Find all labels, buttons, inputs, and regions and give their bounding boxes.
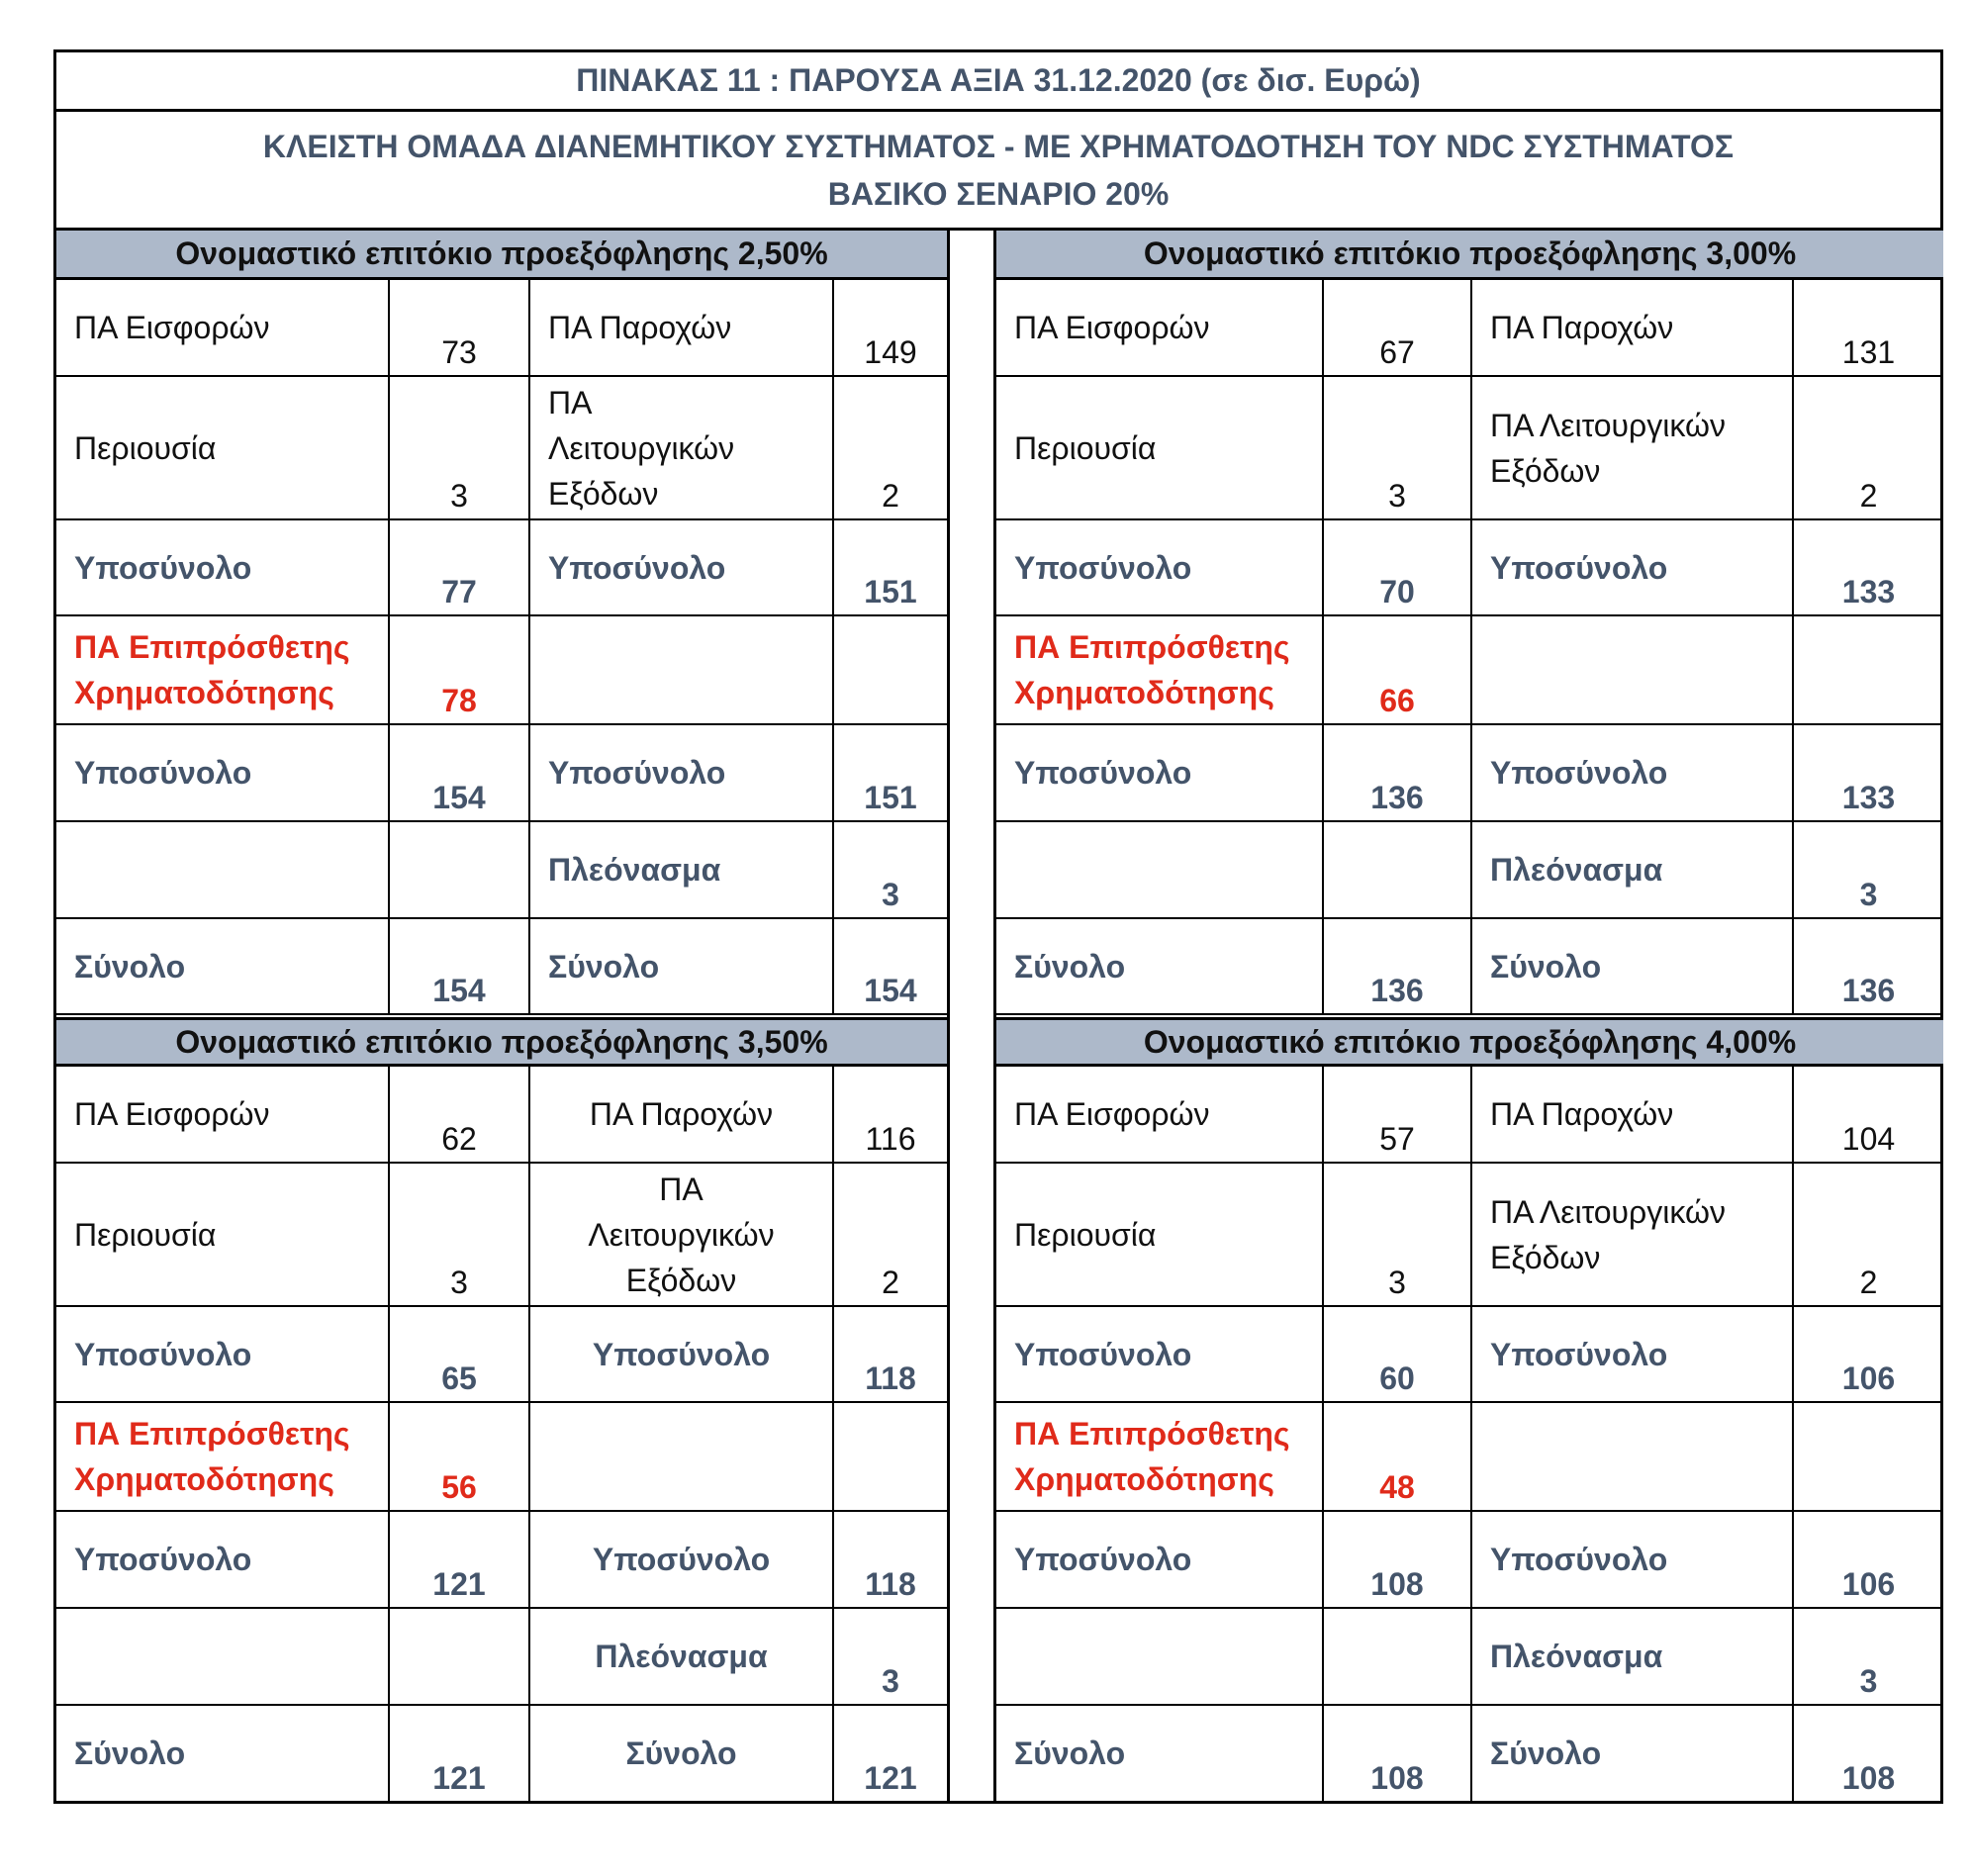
label-subtotal: Υποσύνολο — [996, 519, 1323, 615]
empty-cell — [833, 615, 947, 724]
label-benefits: ΠΑ Παροχών — [1471, 280, 1793, 376]
empty-cell — [1323, 821, 1471, 918]
value-subtotal2-left: 154 — [389, 724, 529, 821]
label-subtotal: Υποσύνολο — [1471, 1511, 1793, 1608]
value-opex: 2 — [833, 376, 947, 519]
table-row — [996, 724, 1943, 821]
value-surplus: 3 — [833, 1608, 947, 1705]
empty-cell — [1323, 1608, 1471, 1705]
label-opex-line-1: ΠΑ Λειτουργικών — [1490, 1193, 1726, 1230]
value-opex: 2 — [1793, 376, 1943, 519]
value-contributions: 67 — [1323, 280, 1471, 376]
table-row — [996, 1402, 1943, 1511]
table-row — [56, 615, 947, 724]
value-assets: 3 — [1323, 1163, 1471, 1306]
panel-rate-2-50 — [56, 231, 947, 1015]
label-subtotal: Υποσύνολο — [56, 519, 389, 615]
empty-cell — [389, 1608, 529, 1705]
table-row — [56, 280, 947, 376]
table-row — [56, 1306, 947, 1402]
label-opex-line-2: Εξόδων — [1490, 1239, 1601, 1275]
panel-table — [996, 280, 1943, 1015]
value-subtotal-left: 77 — [389, 519, 529, 615]
label-opex — [529, 376, 833, 519]
label-subtotal: Υποσύνολο — [1471, 724, 1793, 821]
empty-cell — [56, 1608, 389, 1705]
empty-cell — [1471, 615, 1793, 724]
label-extra-funding-line-1: ΠΑ Επιπρόσθετης — [1014, 1416, 1290, 1452]
value-extra-funding: 66 — [1323, 615, 1471, 724]
table-row — [56, 1511, 947, 1608]
table-row — [56, 376, 947, 519]
label-extra-funding — [996, 615, 1323, 724]
value-subtotal-left: 65 — [389, 1306, 529, 1402]
label-extra-funding-line-2: Χρηματοδότησης — [74, 675, 334, 710]
label-subtotal: Υποσύνολο — [529, 1511, 833, 1608]
empty-cell — [996, 821, 1323, 918]
label-surplus: Πλεόνασμα — [1471, 1608, 1793, 1705]
panel-rate-4-00 — [996, 1017, 1943, 1801]
label-opex — [1471, 376, 1793, 519]
value-subtotal-right: 106 — [1793, 1306, 1943, 1402]
value-subtotal2-right: 151 — [833, 724, 947, 821]
value-surplus: 3 — [1793, 1608, 1943, 1705]
value-benefits: 131 — [1793, 280, 1943, 376]
table-subtitle — [56, 112, 1940, 231]
value-contributions: 57 — [1323, 1067, 1471, 1163]
label-subtotal: Υποσύνολο — [996, 724, 1323, 821]
label-total: Σύνολο — [996, 918, 1323, 1014]
panel-table — [996, 1067, 1943, 1801]
label-opex — [529, 1163, 833, 1306]
value-extra-funding: 56 — [389, 1402, 529, 1511]
subtitle-line-1: ΚΛΕΙΣΤΗ ΟΜΑΔΑ ΔΙΑΝΕΜΗΤΙΚΟΥ ΣΥΣΤΗΜΑΤΟΣ - ΜΕ ΧΡΗΜΑΤΟΔΟΤΗΣΗ ΤΟΥ NDC ΣΥΣΤΗΜΑΤΟΣ — [262, 128, 1735, 164]
panel-table — [56, 1067, 947, 1801]
value-total-left: 108 — [1323, 1705, 1471, 1801]
label-total: Σύνολο — [56, 918, 389, 1014]
label-opex — [1471, 1163, 1793, 1306]
label-extra-funding-line-2: Χρηματοδότησης — [1014, 1461, 1274, 1497]
label-contributions: ΠΑ Εισφορών — [56, 280, 389, 376]
table-row — [56, 1163, 947, 1306]
value-subtotal-left: 70 — [1323, 519, 1471, 615]
panel-rate-3-00 — [996, 231, 1943, 1015]
empty-cell — [1471, 1402, 1793, 1511]
label-surplus: Πλεόνασμα — [1471, 821, 1793, 918]
label-subtotal: Υποσύνολο — [56, 724, 389, 821]
panel-header: Ονομαστικό επιτόκιο προεξόφλησης 4,00% — [996, 1017, 1943, 1067]
empty-cell — [1793, 615, 1943, 724]
label-subtotal: Υποσύνολο — [529, 1306, 833, 1402]
table-row — [996, 1705, 1943, 1801]
empty-cell — [833, 1402, 947, 1511]
label-extra-funding-line-2: Χρηματοδότησης — [1014, 675, 1274, 710]
value-total-right: 154 — [833, 918, 947, 1014]
value-subtotal2-right: 133 — [1793, 724, 1943, 821]
label-opex-line-3: Εξόδων — [625, 1262, 737, 1298]
table-row — [996, 918, 1943, 1014]
value-total-left: 154 — [389, 918, 529, 1014]
table-row — [996, 1067, 1943, 1163]
label-opex-line-1: ΠΑ — [548, 384, 593, 421]
panel-table — [56, 280, 947, 1015]
table-row — [56, 519, 947, 615]
label-subtotal: Υποσύνολο — [56, 1306, 389, 1402]
value-total-left: 121 — [389, 1705, 529, 1801]
table-row — [996, 1163, 1943, 1306]
value-extra-funding: 48 — [1323, 1402, 1471, 1511]
table-row — [56, 821, 947, 918]
label-subtotal: Υποσύνολο — [529, 519, 833, 615]
table-row — [56, 1067, 947, 1163]
table-frame — [53, 49, 1943, 1804]
empty-cell — [1793, 1402, 1943, 1511]
value-subtotal2-left: 108 — [1323, 1511, 1471, 1608]
table-row — [56, 724, 947, 821]
value-benefits: 116 — [833, 1067, 947, 1163]
value-subtotal2-right: 106 — [1793, 1511, 1943, 1608]
label-assets: Περιουσία — [996, 1163, 1323, 1306]
table-row — [996, 821, 1943, 918]
value-benefits: 104 — [1793, 1067, 1943, 1163]
label-extra-funding-line-2: Χρηματοδότησης — [74, 1461, 334, 1497]
label-extra-funding-line-1: ΠΑ Επιπρόσθετης — [74, 629, 350, 665]
label-subtotal: Υποσύνολο — [996, 1511, 1323, 1608]
label-benefits: ΠΑ Παροχών — [529, 280, 833, 376]
value-total-right: 108 — [1841, 1760, 1896, 1796]
label-opex-line-2: Λειτουργικών — [548, 429, 735, 466]
value-surplus: 3 — [833, 821, 947, 918]
value-subtotal-right: 133 — [1793, 519, 1943, 615]
label-opex-line-2: Λειτουργικών — [588, 1216, 775, 1253]
table-row — [56, 918, 947, 1014]
value-subtotal2-left: 136 — [1323, 724, 1471, 821]
value-subtotal2-right: 118 — [833, 1511, 947, 1608]
label-total: Σύνολο — [529, 918, 833, 1014]
panel-header: Ονομαστικό επιτόκιο προεξόφλησης 3,50% — [56, 1017, 947, 1067]
value-opex: 2 — [833, 1163, 947, 1306]
table-row — [56, 1608, 947, 1705]
label-benefits: ΠΑ Παροχών — [529, 1067, 833, 1163]
value-total-right: 121 — [864, 1760, 917, 1796]
value-subtotal-left: 60 — [1323, 1306, 1471, 1402]
value-assets: 3 — [1323, 376, 1471, 519]
table-row — [996, 280, 1943, 376]
empty-cell — [529, 615, 833, 724]
label-extra-funding-line-1: ΠΑ Επιπρόσθετης — [1014, 629, 1290, 665]
label-opex-line-2: Εξόδων — [1490, 452, 1601, 489]
value-subtotal-right: 118 — [833, 1306, 947, 1402]
table-row — [996, 1306, 1943, 1402]
value-contributions: 73 — [389, 280, 529, 376]
table-row — [56, 1705, 947, 1801]
empty-cell — [529, 1402, 833, 1511]
label-subtotal: Υποσύνολο — [1471, 1306, 1793, 1402]
value-assets: 3 — [389, 1163, 529, 1306]
value-opex: 2 — [1793, 1163, 1943, 1306]
value-assets: 3 — [389, 376, 529, 519]
value-extra-funding: 78 — [389, 615, 529, 724]
table-row — [996, 615, 1943, 724]
label-assets: Περιουσία — [56, 1163, 389, 1306]
label-contributions: ΠΑ Εισφορών — [56, 1067, 389, 1163]
label-subtotal: Υποσύνολο — [529, 724, 833, 821]
value-contributions: 62 — [389, 1067, 529, 1163]
value-total-right: 136 — [1793, 918, 1943, 1014]
label-opex-line-3: Εξόδων — [548, 475, 659, 512]
value-subtotal2-left: 121 — [389, 1511, 529, 1608]
table-row — [56, 1402, 947, 1511]
label-total: Σύνολο — [1471, 918, 1793, 1014]
label-subtotal: Υποσύνολο — [1471, 519, 1793, 615]
label-assets: Περιουσία — [56, 376, 389, 519]
label-extra-funding — [996, 1402, 1323, 1511]
label-total: Σύνολο — [1471, 1705, 1793, 1801]
table-row — [996, 376, 1943, 519]
value-subtotal-right: 151 — [833, 519, 947, 615]
label-opex-line-1: ΠΑ — [659, 1171, 704, 1207]
label-subtotal: Υποσύνολο — [996, 1306, 1323, 1402]
table-row — [996, 1608, 1943, 1705]
panel-header: Ονομαστικό επιτόκιο προεξόφλησης 2,50% — [56, 231, 947, 280]
label-total: Σύνολο — [529, 1705, 833, 1801]
label-contributions: ΠΑ Εισφορών — [996, 280, 1323, 376]
empty-cell — [389, 821, 529, 918]
label-total: Σύνολο — [56, 1705, 389, 1801]
label-benefits: ΠΑ Παροχών — [1471, 1067, 1793, 1163]
label-extra-funding — [56, 615, 389, 724]
value-total-left: 136 — [1323, 918, 1471, 1014]
value-benefits: 149 — [833, 280, 947, 376]
table-row — [996, 1511, 1943, 1608]
subtitle-line-2: ΒΑΣΙΚΟ ΣΕΝΑΡΙΟ 20% — [827, 175, 1170, 212]
label-extra-funding-line-1: ΠΑ Επιπρόσθετης — [74, 1416, 350, 1452]
label-opex-line-1: ΠΑ Λειτουργικών — [1490, 407, 1726, 443]
empty-cell — [996, 1608, 1323, 1705]
panel-header: Ονομαστικό επιτόκιο προεξόφλησης 3,00% — [996, 231, 1943, 280]
empty-cell — [56, 821, 389, 918]
column-gap — [947, 231, 996, 1804]
table-title: ΠΙΝΑΚΑΣ 11 : ΠΑΡΟΥΣΑ ΑΞΙΑ 31.12.2020 (σε δισ. Ευρώ) — [56, 52, 1940, 112]
table-row — [996, 519, 1943, 615]
label-subtotal: Υποσύνολο — [56, 1511, 389, 1608]
label-extra-funding — [56, 1402, 389, 1511]
label-surplus: Πλεόνασμα — [529, 1608, 833, 1705]
value-surplus: 3 — [1793, 821, 1943, 918]
label-surplus: Πλεόνασμα — [529, 821, 833, 918]
label-total: Σύνολο — [996, 1705, 1323, 1801]
label-contributions: ΠΑ Εισφορών — [996, 1067, 1323, 1163]
panel-rate-3-50 — [56, 1017, 947, 1801]
label-assets: Περιουσία — [996, 376, 1323, 519]
